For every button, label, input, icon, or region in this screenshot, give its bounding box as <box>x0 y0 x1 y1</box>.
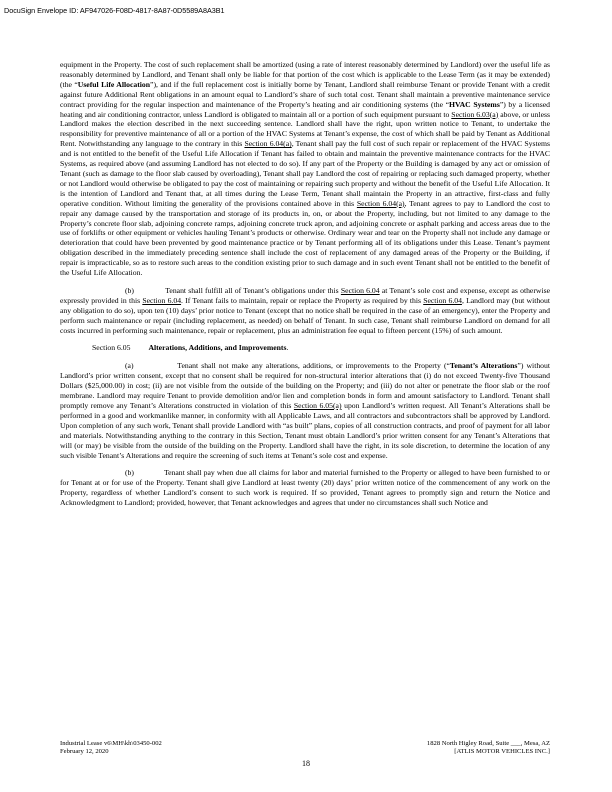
section-ref: Section 6.04 <box>142 295 182 305</box>
docusign-envelope-id: DocuSign Envelope ID: AF947026-F08D-4817-8A87-0D5589A8A3B1 <box>4 6 225 15</box>
document-reference: Industrial Lease v6\MH\kh\03450-002 <box>60 740 162 747</box>
paragraph-useful-life: equipment in the Property. The cost of such replacement shall be amortized (using a rate of interest reasonably determined by Landlord) over the useful life as reasonably determined by Landlord, and Tenant shall only be liable for that portion of the cost which is applicable to the Lease Term (as it may be extended) (the “Useful Life Allocation”), and if the full replacement cost is initially borne by Tenant, Landlord shall reimburse Tenant or provide Tenant with a credit against future Additional Rent obligations in an amount equal to Landlord’s share of such total cost. Tenant shall maintain a preventive maintenance service contract providing for the regular inspection and maintenance of the Property’s heating and air conditioning systems (the “HVAC Systems”) by a licensed heating and air conditioning contractor, unless Landlord is obligated to maintain all or a portion of such equipment pursuant to Section 6.03(a) above, or unless Landlord makes the election described in the next succeeding sentence. Landlord shall have the right, upon written notice to Tenant, to undertake the responsibility for preventive maintenance of all or a portion of the HVAC Systems at Tenant’s expense, the cost of which shall be paid by Tenant as Additional Rent. Notwithstanding any language to the contrary in this Section 6.04(a), Tenant shall pay the full cost of such repair or replacement of the HVAC Systems and is not entitled to the benefit of the Useful Life Allocation if Tenant has failed to obtain and maintain the preventive maintenance contracts for the HVAC Systems, as required above (and assuming Landlord has not elected to do so). If any part of the Property or the Building is damaged by any act or omission of Tenant (such as damage to the floor slab caused by overloading), Tenant shall pay Landlord the cost of repairing or replacing such damaged property, whether or not Landlord would otherwise be obligated to pay the cost of maintaining or repairing such property and without the benefit of the Useful Life Allocation. It is the intention of Landlord and Tenant that, at all times during the Lease Term, Tenant shall maintain the Property in an attractive, first-class and fully operative condition. Without limiting the generality of the provisions contained above in this Section 6.04(a), Tenant agrees to pay to Landlord the cost to repair any damage caused by the transportation and storage of its products in, on, or about the Property, including, but not limited to any damage to the Property’s concrete floor slab, adjoining concrete ramps, adjoining concrete truck apron, and adjoining concrete or asphalt parking and access areas due to the use of forklifts or other equipment or vehicles hauling Tenant’s products or otherwise. Ordinary wear and tear on the Property shall not include any damage or deterioration that could have been prevented by good maintenance practice or by Tenant performing all of its obligations under this Lease. Tenant’s payment obligation described in the immediately preceding sentence shall include the cost of replacement of any damaged areas of the Property or the Building, if repair is impracticable, so as to restore such areas to the condition existing prior to such damage and in such event Tenant shall not be entitled to the benefit of the Useful Life Allocation. <box>60 60 551 278</box>
section-title: Alterations, Additions, and Improvements <box>148 343 287 353</box>
section-ref: Section 6.05(a) <box>293 401 342 410</box>
property-address: 1828 North Higley Road, Suite ___, Mesa, AZ <box>426 740 550 747</box>
page-number: 18 <box>302 759 310 768</box>
tenant-name: [ATLIS MOTOR VEHICLES INC.] <box>454 748 550 755</box>
section-ref: Section 6.04(a) <box>244 139 292 149</box>
section-6-05-heading: Section 6.05 Alterations, Additions, and Improvements. <box>92 343 289 353</box>
section-ref: Section 6.04 <box>423 295 462 305</box>
paragraph-6-05-b: (b) Tenant shall pay when due all claims for labor and material furnished to the Property or alleged to have been furnished to or for Tenant at or for use of the Property. Tenant shall give Landlord at least twenty (20) days’ prior written notice of the commencement of any work on the Property, regardless of whether Landlord’s consent to such work is required. If so provided, Tenant agrees to promptly sign and return the Notice and Acknowledgment to Landlord; provided, however, that Tenant acknowledges and agrees that under no circumstances shall such Notice and <box>60 468 551 508</box>
footer-right <box>427 740 550 756</box>
document-date: February 12, 2020 <box>60 748 109 755</box>
section-ref: Section 6.04(a) <box>356 198 405 208</box>
footer-left <box>60 740 162 756</box>
lease-body <box>60 60 550 516</box>
section-ref: Section 6.03(a) <box>451 109 499 119</box>
section-ref: Section 6.04 <box>340 285 380 295</box>
defined-term-alterations: Tenant’s Alterations <box>449 361 518 371</box>
paragraph-6-04-b: (b) Tenant shall fulfill all of Tenant’s obligations under this Section 6.04 at Tenant’s sole cost and expense, except as otherwise expressly provided in this Section 6.04. If Tenant fails to maintain, repair or replace the Property as required by this Section 6.04, Landlord may (but without any obligation to do so), upon ten (10) days’ prior notice to Tenant (except that no notice shall be required in the case of an emergency), enter the Property and perform such maintenance or repair (including replacement, as needed) on behalf of Tenant. In such case, Tenant shall reimburse Landlord on demand for all costs incurred in performing such maintenance, repair or replacement, plus an administration fee equal to fifteen percent (15%) of such amount. <box>60 285 551 335</box>
paragraph-6-05-a: (a) Tenant shall not make any alterations, additions, or improvements to the Property (“Tenant’s Alterations”) without Landlord’s prior written consent, except that no consent shall be required for non-structural interior alterations that (i) do not exceed Twenty-five Thousand Dollars ($25,000.00) in cost; (ii) are not visible from the outside of the building on the Property; and (iii) do not alter or penetrate the floor slab or the roof membrane. Landlord may require Tenant to provide demolition and/or lien and completion bonds in form and amount satisfactory to Landlord. Tenant shall promptly remove any Tenant’s Alterations constructed in violation of this Section 6.05(a) upon Landlord’s written request. All Tenant’s Alterations shall be performed in a good and workmanlike manner, in conformity with all Applicable Laws, and all contractors and subcontractors shall be approved by Landlord. Upon completion of any such work, Tenant shall provide Landlord with “as built” plans, copies of all construction contracts, and proof of payment for all labor and materials. Notwithstanding anything to the contrary in this Section, Tenant must obtain Landlord’s prior written consent for any Tenant’s Alterations that will (or may) be visible from the outside of the building on the Property. Landlord shall have the right, in its sole discretion, to determine the location of any such visible Tenant’s Alterations and require the screening of such items at Tenant’s sole cost and expense. <box>60 361 551 460</box>
defined-term-hvac: HVAC Systems <box>449 99 500 109</box>
defined-term-useful-life: Useful Life Allocation <box>77 79 151 89</box>
